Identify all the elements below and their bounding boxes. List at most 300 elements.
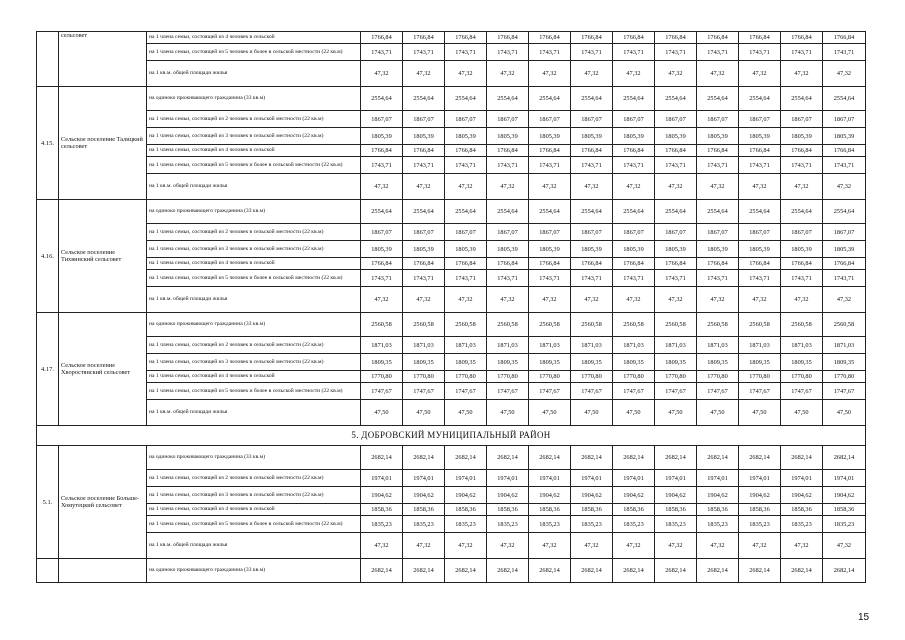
value-cell: 1805,39 — [361, 128, 403, 145]
value-cell: 47,32 — [361, 533, 403, 559]
table-row — [37, 400, 866, 426]
value-cell: 1867,07 — [697, 224, 739, 241]
value-cell: 47,32 — [487, 61, 529, 87]
value-cell: 1766,84 — [361, 145, 403, 157]
value-cell: 2554,64 — [697, 200, 739, 224]
value-cell: 1747,67 — [361, 383, 403, 400]
value-cell: 1770,80 — [655, 371, 697, 383]
value-cell: 1766,84 — [571, 258, 613, 270]
value-cell: 47,32 — [823, 533, 866, 559]
value-cell: 1766,84 — [781, 258, 823, 270]
value-cell: 2682,14 — [823, 559, 866, 583]
value-cell: 1858,36 — [655, 504, 697, 516]
value-cell: 1747,67 — [613, 383, 655, 400]
value-cell: 47,32 — [361, 61, 403, 87]
value-cell: 1805,39 — [529, 128, 571, 145]
value-cell: 1867,07 — [361, 224, 403, 241]
value-cell: 1867,07 — [739, 224, 781, 241]
value-cell: 2560,58 — [697, 313, 739, 337]
value-cell: 1904,62 — [739, 487, 781, 504]
table-row — [37, 241, 866, 258]
value-cell: 1835,23 — [529, 516, 571, 533]
norm-description: на одиноко проживающего гражданина (33 кв.м) — [147, 200, 361, 224]
municipality-name — [59, 559, 147, 583]
value-cell: 1867,07 — [529, 111, 571, 128]
value-cell: 1743,71 — [403, 270, 445, 287]
value-cell: 1871,03 — [655, 337, 697, 354]
norm-description: на 1 члена семьи, состоящей из 4 человек в сельской — [147, 145, 361, 157]
value-cell: 47,32 — [655, 61, 697, 87]
value-cell: 1743,71 — [487, 157, 529, 174]
value-cell: 1743,71 — [529, 270, 571, 287]
value-cell: 1805,39 — [445, 241, 487, 258]
norm-description: на 1 члена семьи, состоящей из 3 человек в сельской местности (22 кв.м) — [147, 128, 361, 145]
table-row — [37, 470, 866, 487]
value-cell: 1904,62 — [697, 487, 739, 504]
value-cell: 1805,39 — [655, 128, 697, 145]
value-cell: 1835,23 — [739, 516, 781, 533]
value-cell: 2682,14 — [781, 559, 823, 583]
value-cell: 1743,71 — [613, 270, 655, 287]
norm-description: на 1 члена семьи, состоящей из 4 человек в сельской — [147, 258, 361, 270]
value-cell: 1805,39 — [361, 241, 403, 258]
value-cell: 1743,71 — [445, 157, 487, 174]
value-cell: 1974,01 — [487, 470, 529, 487]
norm-description: на 1 члена семьи, состоящей из 5 человек и более в сельской местности (22 кв.м) — [147, 383, 361, 400]
norm-description: на 1 члена семьи, состоящей из 3 человек в сельской местности (22 кв.м) — [147, 354, 361, 371]
value-cell: 1835,23 — [823, 516, 866, 533]
value-cell: 2554,64 — [403, 87, 445, 111]
value-cell: 1805,39 — [655, 241, 697, 258]
value-cell: 1766,84 — [445, 258, 487, 270]
value-cell: 1835,23 — [487, 516, 529, 533]
norm-description: на одиноко проживающего гражданина (33 кв.м) — [147, 559, 361, 583]
value-cell: 1743,71 — [361, 44, 403, 61]
value-cell: 47,32 — [487, 174, 529, 200]
value-cell: 1805,39 — [739, 128, 781, 145]
row-number: 4.15. — [37, 87, 59, 200]
value-cell: 1805,39 — [571, 128, 613, 145]
value-cell: 1974,01 — [655, 470, 697, 487]
value-cell: 47,32 — [445, 533, 487, 559]
value-cell: 2554,64 — [571, 200, 613, 224]
value-cell: 1743,71 — [571, 157, 613, 174]
value-cell: 1743,71 — [781, 44, 823, 61]
value-cell: 1743,71 — [697, 157, 739, 174]
value-cell: 1974,01 — [445, 470, 487, 487]
value-cell: 47,32 — [613, 287, 655, 313]
value-cell: 1835,23 — [403, 516, 445, 533]
value-cell: 1766,84 — [823, 32, 866, 44]
value-cell: 1743,71 — [823, 44, 866, 61]
page-number: 15 — [858, 612, 870, 623]
value-cell: 2682,14 — [571, 446, 613, 470]
value-cell: 1805,39 — [487, 241, 529, 258]
value-cell: 1766,84 — [487, 145, 529, 157]
value-cell: 1805,39 — [739, 241, 781, 258]
value-cell: 2682,14 — [613, 446, 655, 470]
value-cell: 47,50 — [823, 400, 866, 426]
value-cell: 1974,01 — [823, 470, 866, 487]
value-cell: 1805,39 — [823, 241, 866, 258]
value-cell: 1871,03 — [697, 337, 739, 354]
value-cell: 47,32 — [739, 287, 781, 313]
value-cell: 47,32 — [403, 533, 445, 559]
value-cell: 47,32 — [739, 61, 781, 87]
value-cell: 47,32 — [571, 174, 613, 200]
value-cell: 2554,64 — [361, 87, 403, 111]
table-row — [37, 504, 866, 516]
value-cell: 47,32 — [487, 287, 529, 313]
value-cell: 1743,71 — [739, 157, 781, 174]
value-cell: 2682,14 — [697, 559, 739, 583]
table-row — [37, 224, 866, 241]
value-cell: 1835,23 — [361, 516, 403, 533]
value-cell: 1805,39 — [445, 128, 487, 145]
value-cell: 1858,36 — [697, 504, 739, 516]
table-row — [37, 287, 866, 313]
value-cell: 47,32 — [823, 287, 866, 313]
value-cell: 1904,62 — [529, 487, 571, 504]
value-cell: 1867,07 — [739, 111, 781, 128]
norm-description: на 1 члена семьи, состоящей из 3 человек в сельской местности (22 кв.м) — [147, 241, 361, 258]
value-cell: 47,32 — [655, 287, 697, 313]
value-cell: 47,32 — [403, 287, 445, 313]
value-cell: 1770,80 — [613, 371, 655, 383]
value-cell: 2682,14 — [739, 559, 781, 583]
norm-description: на 1 члена семьи, состоящей из 4 человек в сельской — [147, 32, 361, 44]
value-cell: 2554,64 — [823, 200, 866, 224]
value-cell: 2560,58 — [613, 313, 655, 337]
value-cell: 1743,71 — [571, 270, 613, 287]
value-cell: 2554,64 — [655, 87, 697, 111]
value-cell: 2554,64 — [739, 87, 781, 111]
value-cell: 1871,03 — [361, 337, 403, 354]
table-row — [37, 111, 866, 128]
value-cell: 2682,14 — [403, 559, 445, 583]
value-cell: 2554,64 — [697, 87, 739, 111]
value-cell: 47,32 — [571, 533, 613, 559]
value-cell: 1766,84 — [613, 145, 655, 157]
municipality-name: сельсовет — [59, 32, 147, 87]
table-row — [37, 337, 866, 354]
value-cell: 1747,67 — [739, 383, 781, 400]
value-cell: 1809,35 — [613, 354, 655, 371]
value-cell: 1867,07 — [823, 111, 866, 128]
table-row — [37, 145, 866, 157]
value-cell: 1809,35 — [571, 354, 613, 371]
value-cell: 1867,07 — [823, 224, 866, 241]
norm-description: на 1 члена семьи, состоящей из 5 человек и более в сельской местности (22 кв.м) — [147, 270, 361, 287]
value-cell: 47,50 — [739, 400, 781, 426]
value-cell: 1904,62 — [823, 487, 866, 504]
value-cell: 1747,67 — [487, 383, 529, 400]
value-cell: 2560,58 — [823, 313, 866, 337]
value-cell: 47,32 — [487, 533, 529, 559]
value-cell: 1835,23 — [571, 516, 613, 533]
value-cell: 1743,71 — [445, 44, 487, 61]
value-cell: 1871,03 — [529, 337, 571, 354]
value-cell: 1766,84 — [445, 32, 487, 44]
value-cell: 1766,84 — [613, 32, 655, 44]
table-row — [37, 61, 866, 87]
value-cell: 1766,84 — [739, 145, 781, 157]
value-cell: 1747,67 — [571, 383, 613, 400]
value-cell: 2682,14 — [739, 446, 781, 470]
value-cell: 1766,84 — [487, 32, 529, 44]
value-cell: 1871,03 — [487, 337, 529, 354]
value-cell: 1766,84 — [529, 32, 571, 44]
value-cell: 2682,14 — [529, 559, 571, 583]
value-cell: 2560,58 — [781, 313, 823, 337]
value-cell: 47,32 — [529, 61, 571, 87]
value-cell: 1747,67 — [781, 383, 823, 400]
value-cell: 2682,14 — [487, 446, 529, 470]
value-cell: 1867,07 — [487, 111, 529, 128]
value-cell: 1766,84 — [445, 145, 487, 157]
value-cell: 1867,07 — [571, 224, 613, 241]
value-cell: 1867,07 — [529, 224, 571, 241]
value-cell: 1747,67 — [697, 383, 739, 400]
value-cell: 1743,71 — [529, 157, 571, 174]
value-cell: 1904,62 — [445, 487, 487, 504]
value-cell: 1743,71 — [739, 270, 781, 287]
value-cell: 47,50 — [655, 400, 697, 426]
value-cell: 47,32 — [529, 287, 571, 313]
value-cell: 1809,35 — [445, 354, 487, 371]
table-row — [37, 157, 866, 174]
value-cell: 2554,64 — [445, 87, 487, 111]
value-cell: 2682,14 — [655, 559, 697, 583]
value-cell: 1743,71 — [655, 157, 697, 174]
table-row — [37, 313, 866, 337]
value-cell: 1743,71 — [697, 270, 739, 287]
value-cell: 1766,84 — [529, 258, 571, 270]
value-cell: 2682,14 — [529, 446, 571, 470]
table-row — [37, 128, 866, 145]
value-cell: 1766,84 — [361, 258, 403, 270]
value-cell: 47,32 — [361, 174, 403, 200]
value-cell: 1974,01 — [361, 470, 403, 487]
value-cell: 1766,84 — [571, 145, 613, 157]
value-cell: 1805,39 — [697, 128, 739, 145]
value-cell: 2682,14 — [571, 559, 613, 583]
value-cell: 1743,71 — [445, 270, 487, 287]
norm-description: на 1 члена семьи, состоящей из 2 человек в сельской местности (22 кв.м) — [147, 337, 361, 354]
value-cell: 1743,71 — [823, 270, 866, 287]
value-cell: 1743,71 — [655, 44, 697, 61]
value-cell: 1766,84 — [403, 258, 445, 270]
value-cell: 1770,80 — [739, 371, 781, 383]
value-cell: 1871,03 — [823, 337, 866, 354]
table-row — [37, 533, 866, 559]
value-cell: 2554,64 — [823, 87, 866, 111]
norm-description: на 1 кв.м. общей площади жилья — [147, 174, 361, 200]
value-cell: 1766,84 — [655, 145, 697, 157]
value-cell: 47,32 — [697, 287, 739, 313]
value-cell: 47,32 — [403, 61, 445, 87]
value-cell: 47,32 — [445, 61, 487, 87]
norm-description: на 1 кв.м. общей площади жилья — [147, 400, 361, 426]
value-cell: 1871,03 — [613, 337, 655, 354]
value-cell: 2682,14 — [445, 446, 487, 470]
table-row — [37, 354, 866, 371]
value-cell: 1809,35 — [781, 354, 823, 371]
value-cell: 1743,71 — [781, 270, 823, 287]
value-cell: 1770,80 — [571, 371, 613, 383]
value-cell: 2682,14 — [361, 446, 403, 470]
value-cell: 47,32 — [445, 174, 487, 200]
value-cell: 1858,36 — [445, 504, 487, 516]
table-row — [37, 487, 866, 504]
value-cell: 1766,84 — [655, 32, 697, 44]
norm-description: на одиноко проживающего гражданина (33 кв.м) — [147, 87, 361, 111]
value-cell: 47,50 — [445, 400, 487, 426]
value-cell: 47,32 — [613, 61, 655, 87]
value-cell: 2560,58 — [445, 313, 487, 337]
value-cell: 1867,07 — [403, 111, 445, 128]
value-cell: 1766,84 — [697, 145, 739, 157]
value-cell: 47,32 — [781, 533, 823, 559]
row-number — [37, 32, 59, 87]
value-cell: 1974,01 — [739, 470, 781, 487]
row-number: 4.17. — [37, 313, 59, 426]
value-cell: 1770,80 — [487, 371, 529, 383]
table-row — [37, 270, 866, 287]
table-row — [37, 559, 866, 583]
value-cell: 1974,01 — [403, 470, 445, 487]
value-cell: 1805,39 — [613, 241, 655, 258]
value-cell: 1770,80 — [823, 371, 866, 383]
value-cell: 2682,14 — [781, 446, 823, 470]
value-cell: 47,32 — [781, 61, 823, 87]
value-cell: 1770,80 — [697, 371, 739, 383]
value-cell: 2560,58 — [403, 313, 445, 337]
value-cell: 1766,84 — [571, 32, 613, 44]
value-cell: 47,32 — [823, 174, 866, 200]
value-cell: 2554,64 — [613, 87, 655, 111]
value-cell: 1743,71 — [403, 157, 445, 174]
value-cell: 47,32 — [529, 174, 571, 200]
value-cell: 2554,64 — [487, 87, 529, 111]
value-cell: 1858,36 — [361, 504, 403, 516]
value-cell: 1809,35 — [361, 354, 403, 371]
value-cell: 1770,80 — [361, 371, 403, 383]
section-title: 5. ДОБРОВСКИЙ МУНИЦИПАЛЬНЫЙ РАЙОН — [37, 426, 866, 446]
table-row — [37, 371, 866, 383]
value-cell: 1747,67 — [655, 383, 697, 400]
value-cell: 47,32 — [697, 533, 739, 559]
value-cell: 2554,64 — [403, 200, 445, 224]
value-cell: 1805,39 — [613, 128, 655, 145]
value-cell: 2554,64 — [361, 200, 403, 224]
municipality-name: Сельское поселение Хворостянский сельсовет — [59, 313, 147, 426]
value-cell: 1809,35 — [529, 354, 571, 371]
value-cell: 1871,03 — [571, 337, 613, 354]
value-cell: 47,50 — [487, 400, 529, 426]
value-cell: 47,50 — [361, 400, 403, 426]
table-row — [37, 383, 866, 400]
value-cell: 2554,64 — [571, 87, 613, 111]
value-cell: 47,32 — [613, 174, 655, 200]
value-cell: 1867,07 — [781, 111, 823, 128]
value-cell: 2682,14 — [403, 446, 445, 470]
value-cell: 1904,62 — [613, 487, 655, 504]
value-cell: 2554,64 — [445, 200, 487, 224]
value-cell: 47,32 — [361, 287, 403, 313]
value-cell: 1766,84 — [697, 32, 739, 44]
value-cell: 1809,35 — [403, 354, 445, 371]
value-cell: 1835,23 — [613, 516, 655, 533]
norm-description: на 1 кв.м. общей площади жилья — [147, 533, 361, 559]
norm-description: на 1 члена семьи, состоящей из 5 человек и более в сельской местности (22 кв.м) — [147, 157, 361, 174]
value-cell: 1809,35 — [739, 354, 781, 371]
value-cell: 1805,39 — [529, 241, 571, 258]
value-cell: 47,32 — [571, 287, 613, 313]
value-cell: 1974,01 — [613, 470, 655, 487]
value-cell: 1867,07 — [445, 111, 487, 128]
value-cell: 2560,58 — [739, 313, 781, 337]
value-cell: 1809,35 — [487, 354, 529, 371]
value-cell: 47,50 — [529, 400, 571, 426]
municipality-name: Сельское поселение Тихвинский сельсовет — [59, 200, 147, 313]
value-cell: 2554,64 — [487, 200, 529, 224]
value-cell: 1766,84 — [403, 32, 445, 44]
value-cell: 1743,71 — [403, 44, 445, 61]
norm-description: на 1 кв.м. общей площади жилья — [147, 61, 361, 87]
price-table — [36, 31, 866, 583]
value-cell: 1743,71 — [487, 44, 529, 61]
value-cell: 47,32 — [781, 174, 823, 200]
value-cell: 1747,67 — [445, 383, 487, 400]
table-row — [37, 516, 866, 533]
value-cell: 1743,71 — [823, 157, 866, 174]
value-cell: 47,32 — [529, 533, 571, 559]
value-cell: 2554,64 — [781, 200, 823, 224]
value-cell: 1766,84 — [361, 32, 403, 44]
value-cell: 1766,84 — [823, 258, 866, 270]
value-cell: 1835,23 — [655, 516, 697, 533]
value-cell: 1871,03 — [403, 337, 445, 354]
value-cell: 1904,62 — [361, 487, 403, 504]
value-cell: 1835,23 — [697, 516, 739, 533]
value-cell: 1904,62 — [403, 487, 445, 504]
value-cell: 1743,71 — [361, 270, 403, 287]
norm-description: на 1 члена семьи, состоящей из 2 человек в сельской местности (22 кв.м) — [147, 111, 361, 128]
norm-description: на 1 члена семьи, состоящей из 5 человек и более в сельской местности (22 кв.м) — [147, 44, 361, 61]
value-cell: 2554,64 — [655, 200, 697, 224]
value-cell: 1858,36 — [781, 504, 823, 516]
value-cell: 1747,67 — [403, 383, 445, 400]
value-cell: 1743,71 — [739, 44, 781, 61]
value-cell: 1766,84 — [487, 258, 529, 270]
value-cell: 47,32 — [403, 174, 445, 200]
table-row — [37, 32, 866, 44]
value-cell: 47,32 — [823, 61, 866, 87]
value-cell: 1867,07 — [487, 224, 529, 241]
value-cell: 1770,80 — [781, 371, 823, 383]
value-cell: 1805,39 — [487, 128, 529, 145]
row-number: 5.1. — [37, 446, 59, 559]
value-cell: 47,50 — [697, 400, 739, 426]
norm-description: на одиноко проживающего гражданина (33 кв.м) — [147, 313, 361, 337]
value-cell: 1766,84 — [529, 145, 571, 157]
value-cell: 1766,84 — [781, 145, 823, 157]
value-cell: 1805,39 — [823, 128, 866, 145]
value-cell: 1867,07 — [781, 224, 823, 241]
value-cell: 47,32 — [655, 174, 697, 200]
section-row — [37, 426, 866, 446]
